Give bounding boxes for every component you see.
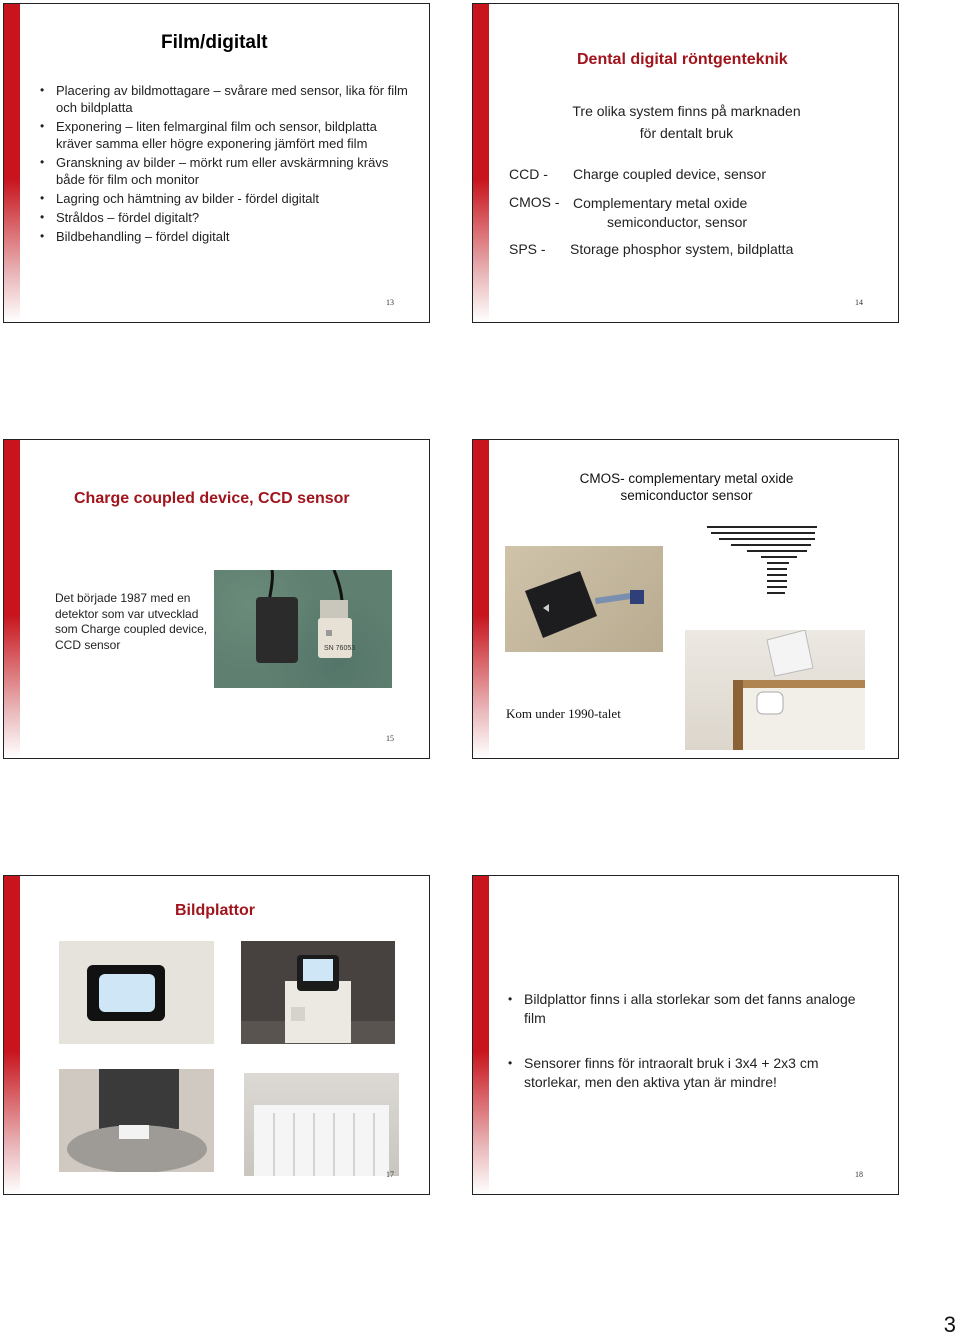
imaging-plate-photo xyxy=(59,941,214,1044)
slide-13 xyxy=(3,3,430,323)
imaging-plate-illustration xyxy=(59,941,214,1044)
system-row-cmos xyxy=(509,194,560,210)
slide-side-bar xyxy=(473,876,489,1194)
system-desc: Storage phosphor system, bildplatta xyxy=(570,241,794,257)
bullet-item: • Exponering – liten felmarginal film och sensor, bildplatta kräver samma eller högre exponering jämfört med film xyxy=(40,118,410,152)
slide-title: Dental digital röntgenteknik xyxy=(577,51,788,68)
system-desc: Charge coupled device, sensor xyxy=(573,166,767,182)
bullet-list xyxy=(508,990,868,1094)
slide-title: Charge coupled device, CCD sensor xyxy=(74,490,350,507)
scanner-unit-illustration xyxy=(59,1069,214,1172)
bullet-item: • Sensorer finns för intraoralt bruk i 3x4 + 2x3 cm storlekar, men den aktiva ytan är mindre! xyxy=(508,1054,868,1092)
slide-side-bar xyxy=(473,4,489,322)
xray-unit-photo xyxy=(685,630,865,750)
slide-number: 18 xyxy=(855,1170,863,1179)
slide-body-text: Det började 1987 med en detektor som var utvecklad som Charge coupled device, CCD sensor xyxy=(55,591,208,652)
slide-14 xyxy=(472,3,899,323)
slide-17 xyxy=(3,875,430,1195)
system-row-ccd xyxy=(509,166,548,182)
slide-title: CMOS- complementary metal oxide semiconductor sensor xyxy=(579,471,794,503)
cmos-sensor-illustration xyxy=(505,546,663,652)
slide-number: 14 xyxy=(855,298,863,307)
cmos-sensor-photo xyxy=(505,546,663,652)
xray-striped-illustration xyxy=(707,524,847,610)
serial-label: SN 76053 xyxy=(324,645,356,652)
slide-side-bar xyxy=(473,440,489,758)
plate-scanner-photo xyxy=(241,941,395,1044)
plate-scanner-illustration xyxy=(241,941,395,1044)
system-row-sps xyxy=(509,241,546,257)
scanner-unit-photo xyxy=(59,1069,214,1172)
bullet-item: • Lagring och hämtning av bilder - fördel digitalt xyxy=(40,190,410,207)
xray-unit-illustration xyxy=(685,630,865,750)
plate-tray-photo xyxy=(244,1073,399,1176)
slide-18 xyxy=(472,875,899,1195)
page-number: 3 xyxy=(943,1312,956,1337)
intro-text: Tre olika system finns på marknaden för dentalt bruk xyxy=(572,103,801,141)
system-abbr: SPS - xyxy=(509,241,546,257)
slide-number: 15 xyxy=(386,734,394,743)
slide-side-bar xyxy=(4,4,20,322)
slide-number: 17 xyxy=(386,1170,394,1179)
bullet-item: • Bildplattor finns i alla storlekar som det fanns analoge film xyxy=(508,990,868,1028)
slide-16 xyxy=(472,439,899,759)
slide-caption: Kom under 1990-talet xyxy=(506,706,621,721)
slide-side-bar xyxy=(4,440,20,758)
slide-title: Film/digitalt xyxy=(161,32,268,53)
bullet-item: • Stråldos – fördel digitalt? xyxy=(40,209,410,226)
slide-15 xyxy=(3,439,430,759)
plate-tray-illustration xyxy=(244,1073,399,1176)
slide-number: 13 xyxy=(386,298,394,307)
slide-title: Bildplattor xyxy=(175,902,255,919)
system-abbr: CMOS - xyxy=(509,194,560,210)
bullet-list xyxy=(40,82,410,247)
ccd-sensor-illustration xyxy=(214,570,392,688)
bullet-item: • Placering av bildmottagare – svårare med sensor, lika för film och bildplatta xyxy=(40,82,410,116)
bullet-item: • Granskning av bilder – mörkt rum eller avskärmning krävs både för film och monitor xyxy=(40,154,410,188)
system-desc: Complementary metal oxide semiconductor, sensor xyxy=(573,195,748,230)
system-abbr: CCD - xyxy=(509,166,548,182)
slide-side-bar xyxy=(4,876,20,1194)
ccd-sensor-photo xyxy=(214,570,392,688)
bullet-item: • Bildbehandling – fördel digitalt xyxy=(40,228,410,245)
xray-striped-graphic xyxy=(707,524,847,610)
